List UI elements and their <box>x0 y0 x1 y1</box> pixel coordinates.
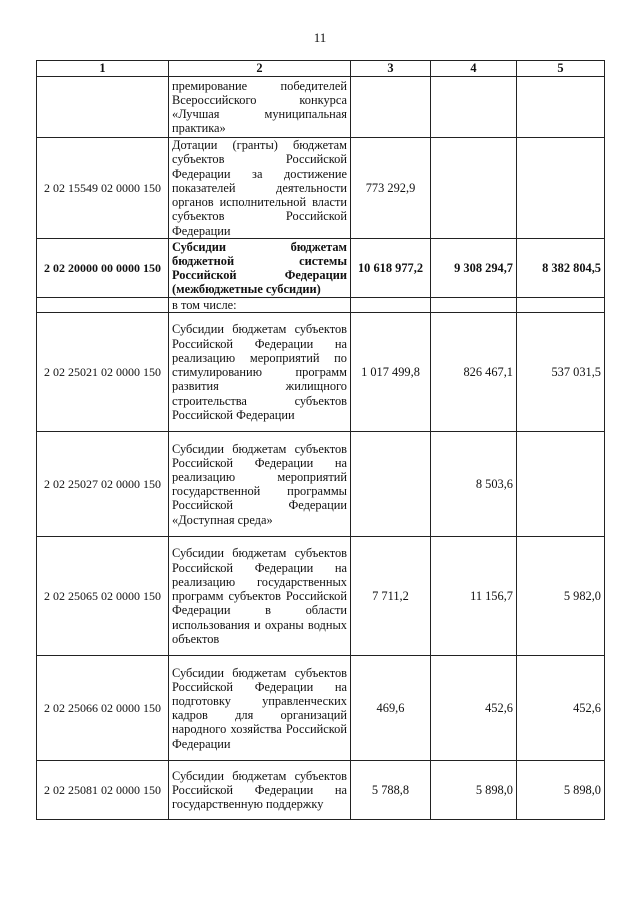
amount-col-5 <box>517 77 605 138</box>
column-header-4: 4 <box>431 61 517 77</box>
budget-table <box>36 60 605 820</box>
table-row-total <box>37 239 605 298</box>
budget-code: 2 02 25081 02 0000 150 <box>37 761 169 820</box>
amount-col-3: 773 292,9 <box>351 138 431 239</box>
item-description: в том числе: <box>169 298 351 313</box>
budget-code <box>37 298 169 313</box>
amount-col-5: 452,6 <box>517 656 605 761</box>
budget-code: 2 02 15549 02 0000 150 <box>37 138 169 239</box>
amount-col-4: 826 467,1 <box>431 313 517 432</box>
amount-col-5: 8 382 804,5 <box>517 239 605 298</box>
budget-code: 2 02 25066 02 0000 150 <box>37 656 169 761</box>
amount-col-4: 11 156,7 <box>431 537 517 656</box>
item-description: Субсидии бюджетам бюджетной системы Российской Федерации (межбюджетные субсидии) <box>169 239 351 298</box>
column-header-2: 2 <box>169 61 351 77</box>
column-header-3: 3 <box>351 61 431 77</box>
amount-col-4 <box>431 298 517 313</box>
budget-code: 2 02 25065 02 0000 150 <box>37 537 169 656</box>
amount-col-4 <box>431 77 517 138</box>
item-description: Дотации (гранты) бюджетам субъектов Российской Федерации за достижение показателей деятельности органов исполнительной власти субъектов Российской Федерации <box>169 138 351 239</box>
budget-code: 2 02 25027 02 0000 150 <box>37 432 169 537</box>
table-row <box>37 656 605 761</box>
table-row <box>37 298 605 313</box>
amount-col-5 <box>517 138 605 239</box>
item-description: Субсидии бюджетам субъектов Российской Федерации на реализацию мероприятий государственной программы Российской Федерации «Доступная среда» <box>169 432 351 537</box>
table-row <box>37 537 605 656</box>
budget-code: 2 02 25021 02 0000 150 <box>37 313 169 432</box>
amount-col-5: 5 982,0 <box>517 537 605 656</box>
amount-col-3: 10 618 977,2 <box>351 239 431 298</box>
amount-col-3: 1 017 499,8 <box>351 313 431 432</box>
item-description: Субсидии бюджетам субъектов Российской Федерации на подготовку управленческих кадров для организаций народного хозяйства Российской Федерации <box>169 656 351 761</box>
table-row <box>37 761 605 820</box>
budget-code <box>37 77 169 138</box>
table-row <box>37 432 605 537</box>
page-number: 11 <box>313 30 327 45</box>
item-description: Субсидии бюджетам субъектов Российской Федерации на реализацию мероприятий по стимулированию программ развития жилищного строительства субъектов Российской Федерации <box>169 313 351 432</box>
amount-col-4: 8 503,6 <box>431 432 517 537</box>
amount-col-3 <box>351 432 431 537</box>
amount-col-4: 5 898,0 <box>431 761 517 820</box>
column-header-1: 1 <box>37 61 169 77</box>
amount-col-5 <box>517 298 605 313</box>
table-header-row <box>37 61 605 77</box>
table-row <box>37 77 605 138</box>
amount-col-3 <box>351 298 431 313</box>
amount-col-3: 5 788,8 <box>351 761 431 820</box>
amount-col-5: 537 031,5 <box>517 313 605 432</box>
amount-col-5 <box>517 432 605 537</box>
item-description: Субсидии бюджетам субъектов Российской Федерации на реализацию государственных программ субъектов Российской Федерации в области использования и охраны водных объектов <box>169 537 351 656</box>
amount-col-3 <box>351 77 431 138</box>
item-description: Субсидии бюджетам субъектов Российской Федерации на государственную поддержку <box>169 761 351 820</box>
amount-col-4: 452,6 <box>431 656 517 761</box>
table-row <box>37 313 605 432</box>
amount-col-5: 5 898,0 <box>517 761 605 820</box>
amount-col-4 <box>431 138 517 239</box>
table-row <box>37 138 605 239</box>
item-description: премирование победителей Всероссийского конкурса «Лучшая муниципальная практика» <box>169 77 351 138</box>
amount-col-3: 469,6 <box>351 656 431 761</box>
amount-col-3: 7 711,2 <box>351 537 431 656</box>
budget-code: 2 02 20000 00 0000 150 <box>37 239 169 298</box>
column-header-5: 5 <box>517 61 605 77</box>
amount-col-4: 9 308 294,7 <box>431 239 517 298</box>
